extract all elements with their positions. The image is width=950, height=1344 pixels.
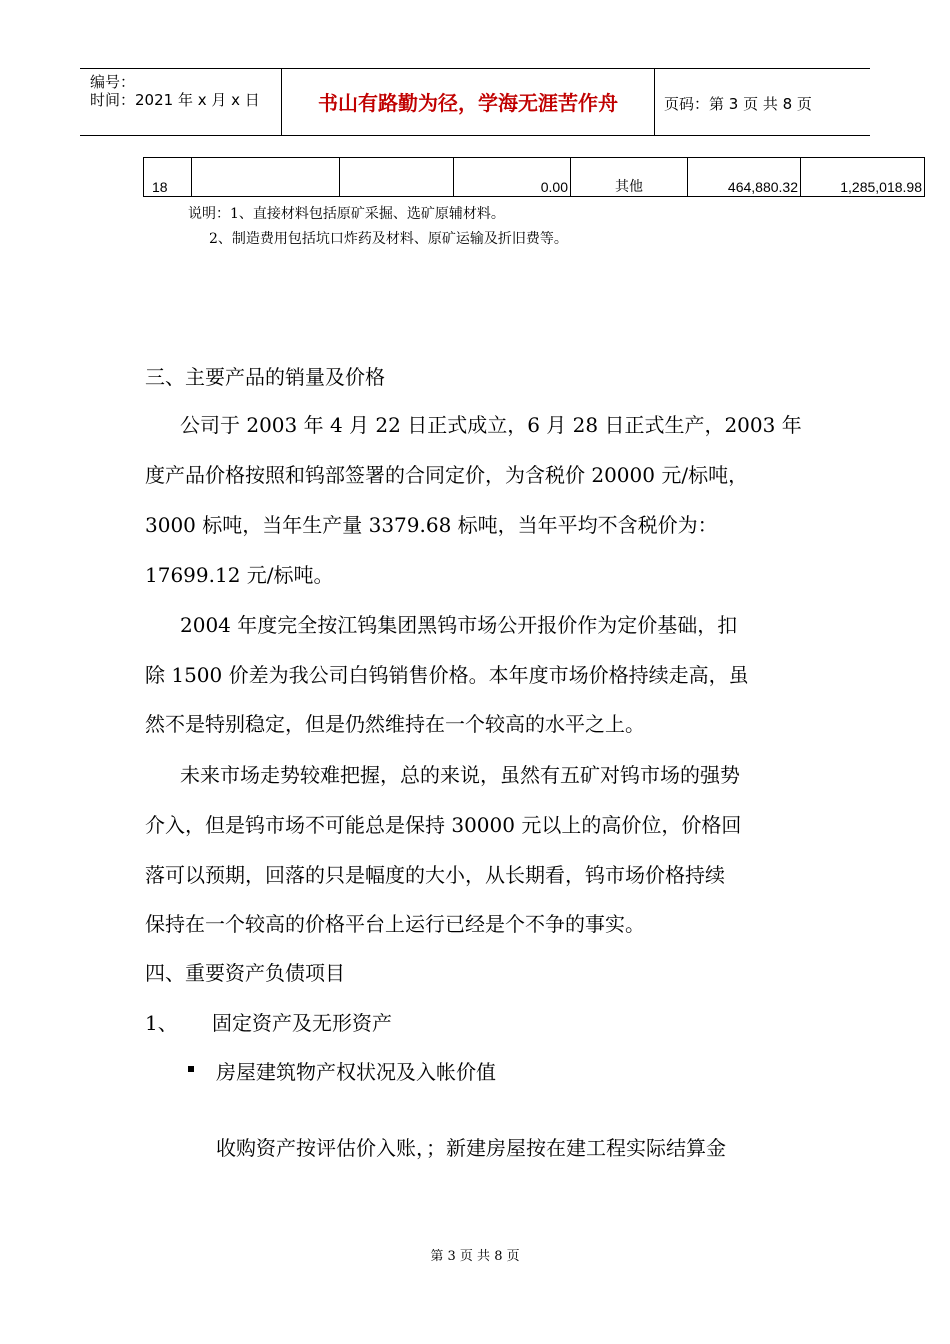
table-cell [340,158,454,197]
square-bullet-icon [188,1066,194,1072]
section-heading: 三、主要产品的销量及价格 [145,365,385,389]
list-item-title: 固定资产及无形资产 [212,1011,392,1035]
date-label: 时间：2021 年 x 月 x 日 [90,91,260,109]
paragraph-line: 未来市场走势较难把握，总的来说，虽然有五矿对钨市场的强势 [180,763,740,787]
paragraph-line: 公司于 2003 年 4 月 22 日正式成立，6 月 28 日正式生产，2003 年 [180,413,802,437]
header-motto: 书山有路勤为径，学海无涯苦作舟 [318,91,618,115]
table-cell [192,158,340,197]
serial-label: 编号： [90,73,136,91]
table-row [144,158,925,197]
page-label: 页码：第 3 页 共 8 页 [664,95,812,113]
header-bottom-rule [80,135,870,136]
table-cell: 1,285,018.98 [801,158,925,197]
section-heading: 四、重要资产负债项目 [145,961,345,985]
table-cell-index: 18 [144,158,192,197]
table-cell: 464,880.32 [688,158,801,197]
paragraph-line: 保持在一个较高的价格平台上运行已经是个不争的事实。 [145,912,645,936]
bullet-item: 房屋建筑物产权状况及入帐价值 [216,1060,496,1084]
header-top-rule [80,68,870,69]
table-cell: 其他 [571,158,688,197]
paragraph-line: 然不是特别稳定，但是仍然维持在一个较高的水平之上。 [145,712,645,736]
list-number: 1、 [145,1011,178,1035]
paragraph-line: 2004 年度完全按江钨集团黑钨市场公开报价作为定价基础，扣 [180,613,738,637]
note-line: 说明：1、直接材料包括原矿采掘、选矿原辅材料。 [188,206,505,222]
paragraph-line: 17699.12 元/标吨。 [145,563,334,587]
paragraph-line: 介入，但是钨市场不可能总是保持 30000 元以上的高价位，价格回 [145,813,742,837]
note-line: 2、制造费用包括坑口炸药及材料、原矿运输及折旧费等。 [209,231,568,247]
paragraph-line: 度产品价格按照和钨部签署的合同定价，为含税价 20000 元/标吨， [145,463,749,487]
paragraph-line: 收购资产按评估价入账，；新建房屋按在建工程实际结算金 [216,1136,726,1160]
paragraph-line: 除 1500 价差为我公司白钨销售价格。本年度市场价格持续走高，虽 [145,663,749,687]
page-footer: 第 3 页 共 8 页 [430,1249,520,1264]
paragraph-line: 落可以预期，回落的只是幅度的大小，从长期看，钨市场价格持续 [145,863,725,887]
table-cell: 0.00 [454,158,571,197]
header-divider [654,68,655,135]
cost-table [143,157,925,197]
paragraph-line: 3000 标吨，当年生产量 3379.68 标吨，当年平均不含税价为： [145,513,718,537]
